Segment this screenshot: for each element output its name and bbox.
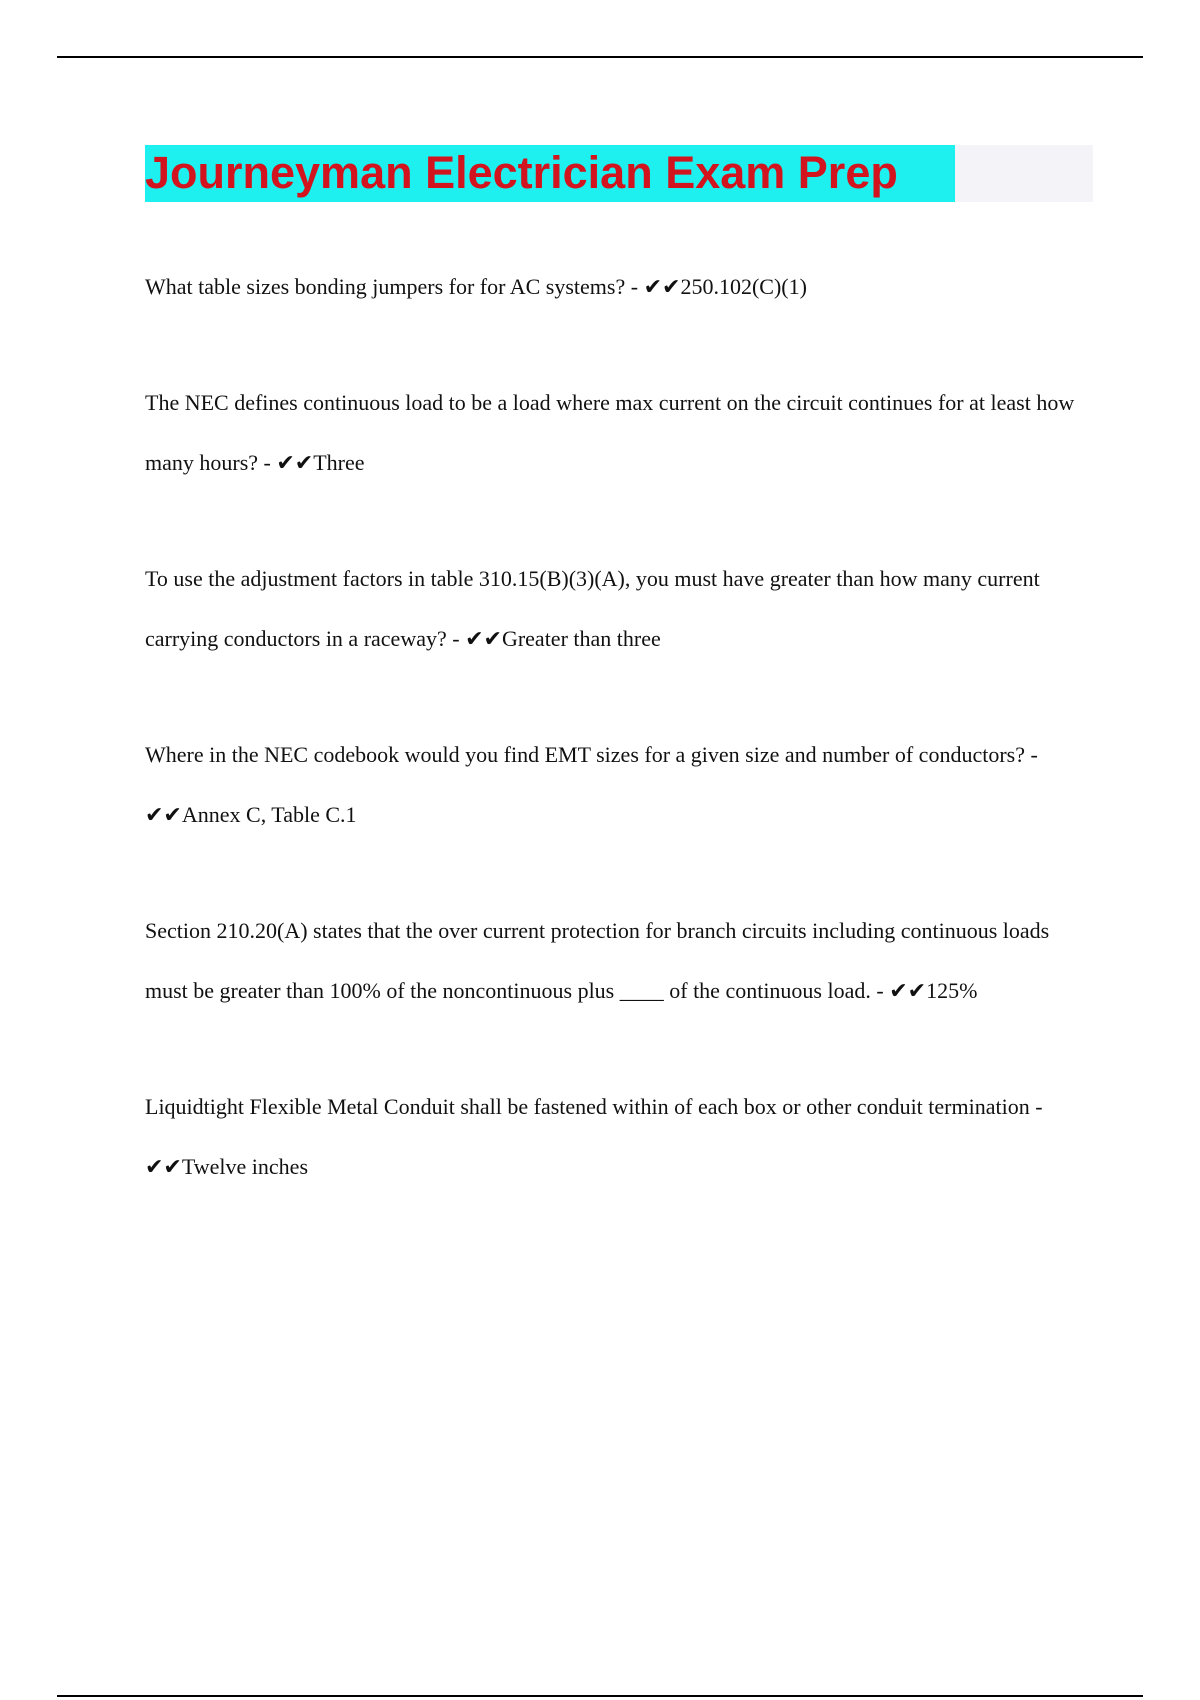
answer-text: Annex C, Table C.1 [181,802,357,827]
question-text: Where in the NEC codebook would you find EMT sizes for a given size and number of conductors? - [145,742,1038,767]
check-icon: ✔✔ [643,275,681,300]
question-text: What table sizes bonding jumpers for for AC systems? - [145,274,644,299]
question-text: To use the adjustment factors in table 310.15(B)(3)(A), you must have greater than how many current carrying conductors in a raceway? - [145,566,1040,651]
check-icon: ✔✔ [276,451,314,476]
qa-item-2 [145,373,1090,494]
qa-item-6 [145,1077,1090,1198]
check-icon: ✔✔ [465,627,502,652]
qa-item-3 [145,549,1090,670]
qa-list [145,257,1090,1253]
answer-text: Three [313,450,365,475]
qa-item-5 [145,901,1090,1022]
question-text: Section 210.20(A) states that the over current protection for branch circuits including continuous loads must be greater than 100% of the noncontinuous plus ____ of the continuous load. - [145,918,1050,1003]
answer-text: 250.102(C)(1) [680,274,807,299]
title-block [145,145,1093,202]
check-icon: ✔✔ [145,1155,182,1180]
page-title: Journeyman Electrician Exam Prep [145,147,898,198]
answer-text: 125% [926,978,978,1003]
question-text: The NEC defines continuous load to be a load where max current on the circuit continues for at least how many hours? - [145,390,1075,475]
answer-text: Greater than three [501,626,661,651]
question-text: Liquidtight Flexible Metal Conduit shall be fastened within of each box or other conduit termination - [145,1094,1043,1119]
check-icon: ✔✔ [889,979,927,1004]
footer-rule [57,1695,1143,1697]
qa-item-1 [145,257,1090,318]
qa-item-4 [145,725,1090,846]
answer-text: Twelve inches [181,1154,309,1179]
check-icon: ✔✔ [145,803,182,828]
header-rule [57,56,1143,58]
